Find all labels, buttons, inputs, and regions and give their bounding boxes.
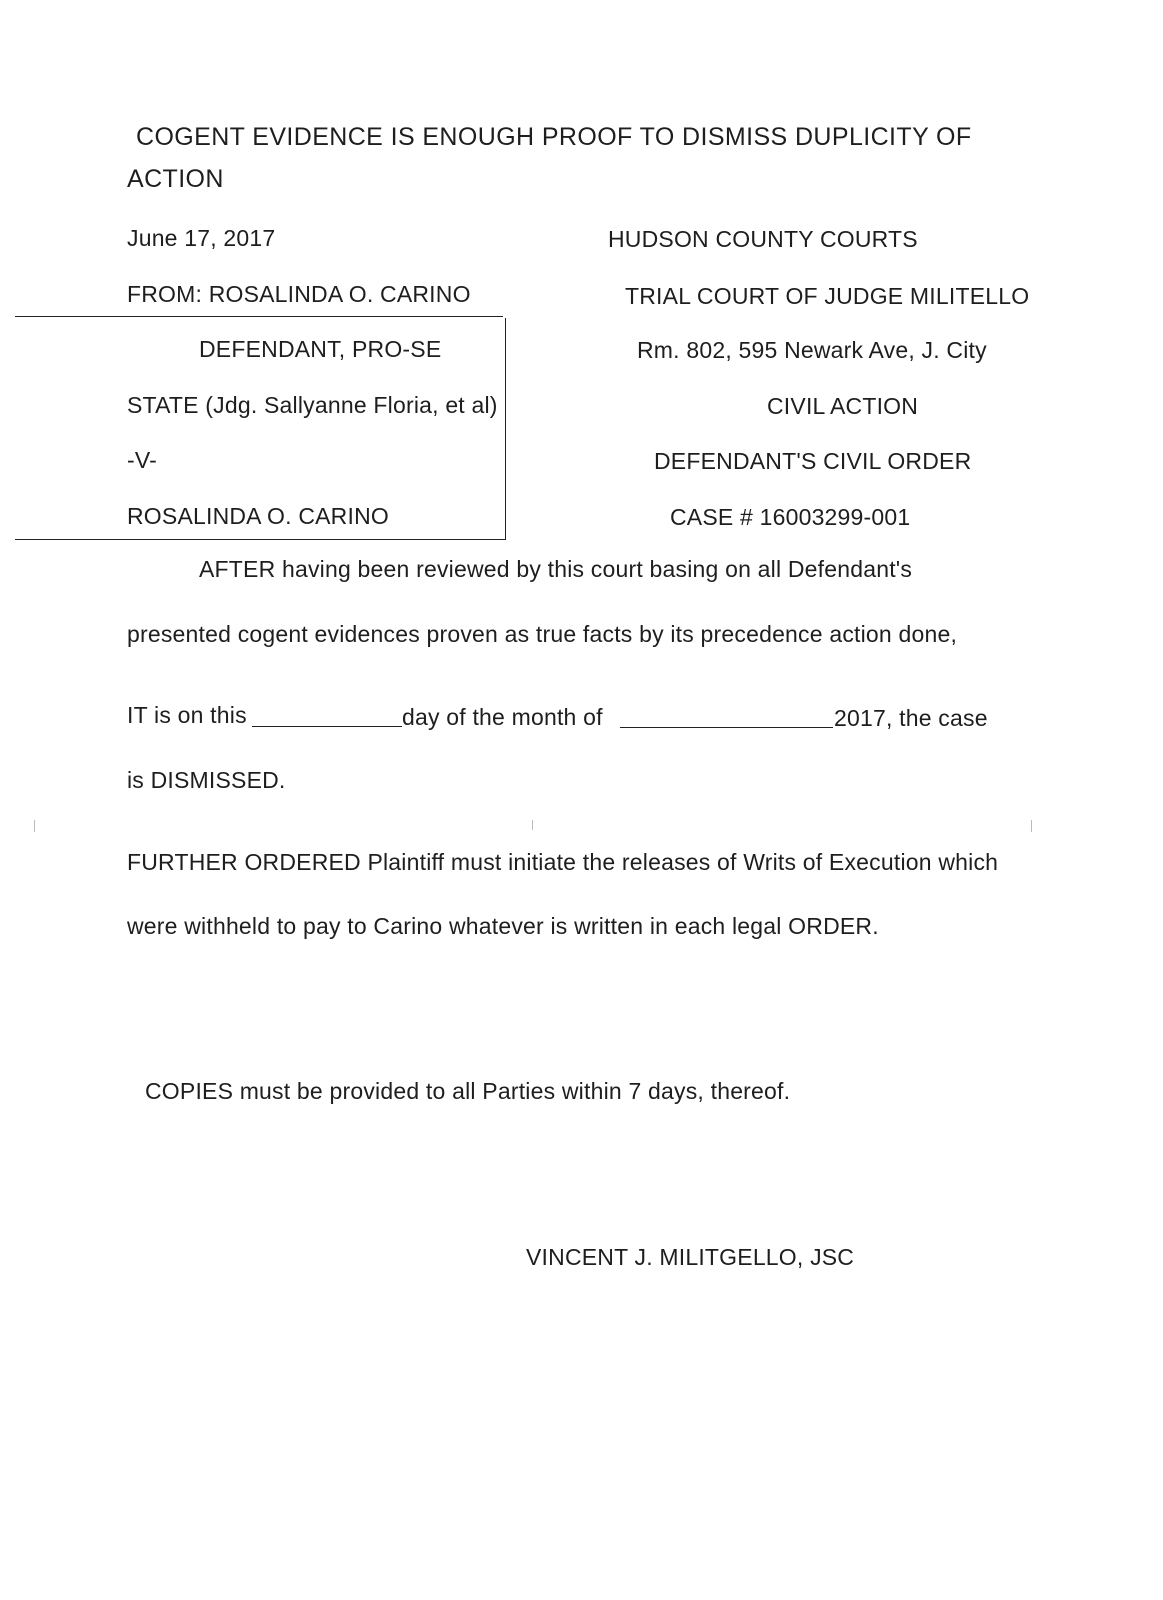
defendant-name: ROSALINDA O. CARINO — [127, 503, 389, 529]
versus-label: -V- — [127, 447, 157, 473]
document-title-line-1: COGENT EVIDENCE IS ENOUGH PROOF TO DISMISS DUPLICITY OF — [136, 123, 972, 151]
paragraph-2-line-2: is DISMISSED. — [127, 767, 286, 793]
judge-signature-name: VINCENT J. MILITGELLO, JSC — [526, 1244, 855, 1270]
scan-mark — [34, 820, 35, 832]
action-type: CIVIL ACTION — [767, 393, 919, 419]
paragraph-1-line-1: AFTER having been reviewed by this court basing on all Defendant's — [199, 556, 913, 582]
paragraph-3-line-1: FURTHER ORDERED Plaintiff must initiate the releases of Writs of Execution which — [127, 849, 999, 875]
from-line: FROM: ROSALINDA O. CARINO — [127, 281, 471, 307]
plaintiff-name: STATE (Jdg. Sallyanne Floria, et al) — [127, 392, 498, 418]
court-address: Rm. 802, 595 Newark Ave, J. City — [637, 337, 987, 363]
paragraph-3-line-2: were withheld to pay to Carino whatever is written in each legal ORDER. — [127, 913, 879, 939]
court-name: HUDSON COUNTY COURTS — [608, 226, 918, 252]
scan-mark — [532, 820, 533, 830]
order-date: June 17, 2017 — [127, 225, 276, 251]
paragraph-2-part-2: day of the month of — [402, 704, 603, 730]
month-blank-line — [620, 727, 833, 728]
day-blank-line — [252, 726, 402, 727]
order-type: DEFENDANT'S CIVIL ORDER — [654, 448, 972, 474]
paragraph-2-part-1: IT is on this — [127, 702, 247, 728]
paragraph-2-part-3: 2017, the case — [834, 705, 988, 731]
copies-notice: COPIES must be provided to all Parties within 7 days, thereof. — [145, 1078, 791, 1104]
caption-right-rule — [505, 318, 506, 540]
caption-bottom-rule — [15, 539, 506, 540]
case-number: CASE # 16003299-001 — [670, 504, 911, 530]
scan-mark — [1031, 820, 1032, 832]
paragraph-1-line-2: presented cogent evidences proven as true facts by its precedence action done, — [127, 621, 958, 647]
caption-top-rule — [15, 316, 503, 317]
trial-court-judge: TRIAL COURT OF JUDGE MILITELLO — [625, 283, 1030, 309]
defendant-role: DEFENDANT, PRO-SE — [199, 336, 442, 362]
document-title-line-2: ACTION — [127, 165, 224, 193]
